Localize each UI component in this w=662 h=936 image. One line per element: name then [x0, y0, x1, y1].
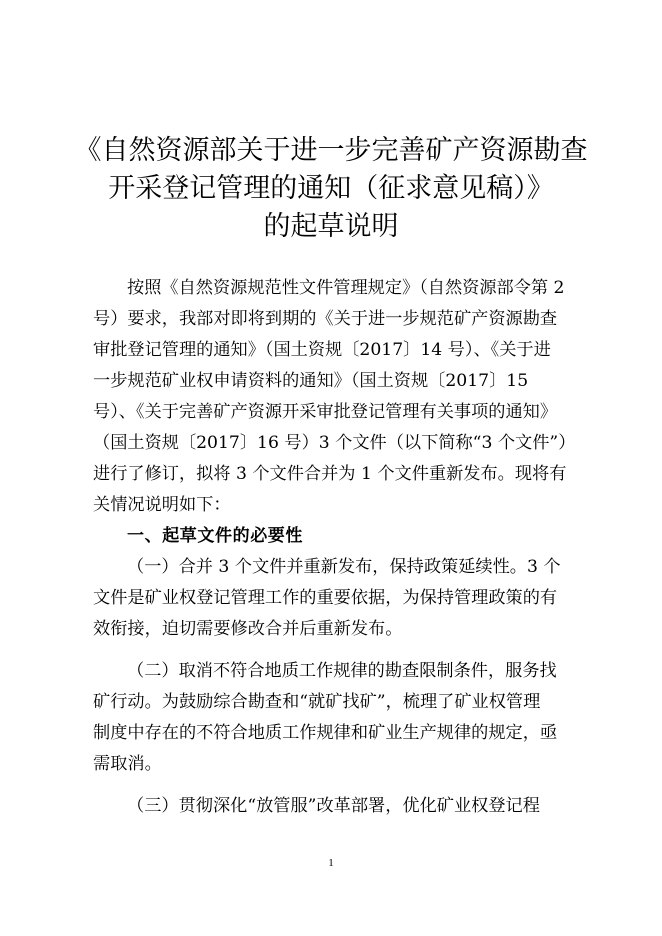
- paragraph-line: 效衔接，迫切需要修改合并后重新发布。: [93, 619, 403, 639]
- document-title: [60, 128, 602, 246]
- paragraph-line: 关情况说明如下：: [93, 495, 231, 515]
- paragraph-line: 号）、《关于完善矿产资源开采审批登记管理有关事项的通知》: [93, 402, 558, 422]
- paragraph-line: 制度中存在的不符合地质工作规律和矿业生产规律的规定，亟: [93, 723, 558, 743]
- paragraph-line: （二）取消不符合地质工作规律的勘查限制条件，服务找: [127, 661, 557, 681]
- section-heading: 一、起草文件的必要性: [127, 526, 303, 546]
- paragraph-line: 一步规范矿业权申请资料的通知》（国土资规〔2017〕15: [93, 371, 529, 391]
- paragraph-line: 按照《自然资源规范性文件管理规定》（自然资源部令第 2: [127, 278, 565, 298]
- paragraph-line: 进行了修订，拟将 3 个文件合并为 1 个文件重新发布。现将有: [93, 464, 567, 484]
- paragraph-line: 需取消。: [93, 754, 162, 774]
- paragraph-line: （一）合并 3 个文件并重新发布，保持政策延续性。3 个: [127, 557, 561, 577]
- item-paragraph: [93, 656, 571, 780]
- item-paragraph: [93, 552, 571, 645]
- title-line: 开采登记管理的通知（征求意见稿）》: [108, 173, 554, 204]
- paragraph-line: （国土资规〔2017〕16 号）3 个文件（以下简称“3 个文件”）: [93, 433, 576, 453]
- document-body: [93, 273, 576, 822]
- item-paragraph: [93, 791, 571, 822]
- page-number: 1: [328, 857, 334, 869]
- intro-paragraph: [93, 273, 576, 521]
- paragraph-line: 文件是矿业权登记管理工作的重要依据，为保持管理政策的有: [93, 588, 558, 608]
- title-line: 《自然资源部关于进一步完善矿产资源勘查: [74, 135, 588, 166]
- paragraph-line: （三）贯彻深化“放管服”改革部署，优化矿业权登记程: [127, 796, 540, 816]
- paragraph-line: 号）要求，我部对即将到期的《关于进一步规范矿产资源勘查: [93, 309, 558, 329]
- title-line: 的起草说明: [263, 211, 399, 242]
- paragraph-line: 审批登记管理的通知》（国土资规〔2017〕14 号）、《关于进: [93, 340, 551, 360]
- paragraph-line: 矿行动。为鼓励综合勘查和“就矿找矿”，梳理了矿业权管理: [93, 692, 541, 712]
